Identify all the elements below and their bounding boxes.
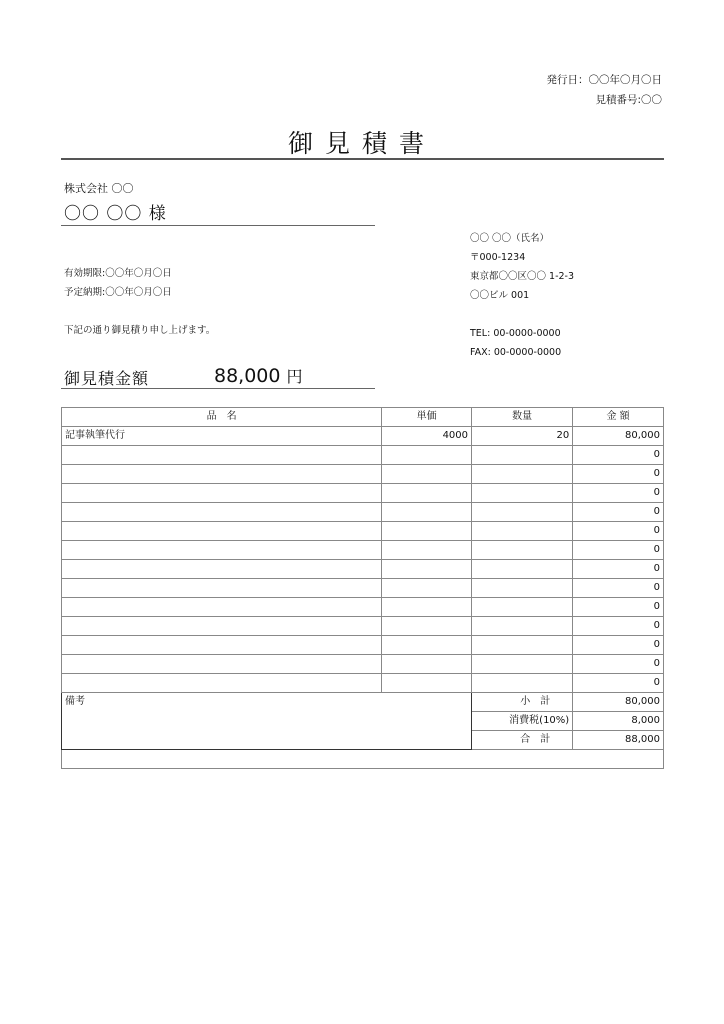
item-unit-price[interactable] (382, 617, 472, 636)
item-quantity[interactable]: 20 (472, 427, 573, 446)
header-name: 品 名 (62, 408, 382, 427)
item-unit-price[interactable] (382, 465, 472, 484)
item-unit-price[interactable] (382, 484, 472, 503)
sender-postal: 〒000-1234 (470, 252, 526, 263)
item-unit-price[interactable] (382, 503, 472, 522)
sender-block (470, 229, 574, 362)
spacer (470, 305, 574, 324)
item-quantity[interactable] (472, 503, 573, 522)
total-unit: 円 (286, 367, 303, 386)
item-quantity[interactable] (472, 446, 573, 465)
item-quantity[interactable] (472, 465, 573, 484)
remarks-label: 備考 (65, 696, 85, 707)
item-unit-price[interactable] (382, 560, 472, 579)
subtotal-label: 小 計 (472, 693, 573, 712)
item-unit-price[interactable] (382, 541, 472, 560)
item-name[interactable] (62, 484, 382, 503)
table-row (62, 427, 664, 446)
recipient-name: 〇〇 〇〇 様 (64, 204, 167, 224)
item-name[interactable] (62, 617, 382, 636)
valid-until: 有効期限:〇〇年〇月〇日 (64, 268, 172, 279)
footer-blank-cell[interactable] (62, 750, 664, 769)
table-header-row (62, 408, 664, 427)
item-unit-price[interactable] (382, 655, 472, 674)
sender-fax: FAX: 00-0000-0000 (470, 347, 562, 358)
quote-number: 見積番号:〇〇 (595, 94, 662, 106)
remarks-cell[interactable] (62, 693, 472, 750)
header-quantity: 数量 (472, 408, 573, 427)
subtotal-row (62, 693, 664, 712)
item-amount: 0 (573, 598, 664, 617)
sender-address2: 〇〇ビル 001 (470, 290, 530, 301)
tax-label: 消費税(10%) (472, 712, 573, 731)
item-amount: 80,000 (573, 427, 664, 446)
item-unit-price[interactable] (382, 522, 472, 541)
grand-total-label: 合 計 (472, 731, 573, 750)
item-amount: 0 (573, 655, 664, 674)
footer-blank-row (62, 750, 664, 769)
item-quantity[interactable] (472, 484, 573, 503)
item-amount: 0 (573, 503, 664, 522)
item-quantity[interactable] (472, 674, 573, 693)
table-row (62, 522, 664, 541)
item-quantity[interactable] (472, 655, 573, 674)
item-quantity[interactable] (472, 617, 573, 636)
item-name[interactable] (62, 636, 382, 655)
item-unit-price[interactable]: 4000 (382, 427, 472, 446)
subtotal-value: 80,000 (573, 693, 664, 712)
item-name[interactable]: 記事執筆代行 (62, 427, 382, 446)
table-row (62, 655, 664, 674)
items-table (61, 407, 664, 769)
table-row (62, 674, 664, 693)
total-amount (214, 364, 303, 387)
table-row (62, 465, 664, 484)
table-row (62, 560, 664, 579)
sender-name: 〇〇 〇〇（氏名） (470, 233, 550, 244)
table-row (62, 617, 664, 636)
table-row (62, 636, 664, 655)
terms-block (64, 264, 172, 302)
item-amount: 0 (573, 674, 664, 693)
item-amount: 0 (573, 446, 664, 465)
item-unit-price[interactable] (382, 598, 472, 617)
greeting-text: 下記の通り御見積り申し上げます。 (64, 325, 216, 336)
item-quantity[interactable] (472, 560, 573, 579)
table-row (62, 598, 664, 617)
item-amount: 0 (573, 522, 664, 541)
sender-address1: 東京都〇〇区〇〇 1-2-3 (470, 271, 575, 282)
item-amount: 0 (573, 560, 664, 579)
item-quantity[interactable] (472, 522, 573, 541)
total-divider (61, 388, 375, 389)
item-name[interactable] (62, 522, 382, 541)
item-name[interactable] (62, 598, 382, 617)
item-name[interactable] (62, 579, 382, 598)
item-name[interactable] (62, 674, 382, 693)
total-value: 88,000 (214, 365, 281, 387)
table-row (62, 503, 664, 522)
item-name[interactable] (62, 503, 382, 522)
item-name[interactable] (62, 465, 382, 484)
issue-info (547, 70, 663, 110)
item-name[interactable] (62, 446, 382, 465)
sender-tel: TEL: 00-0000-0000 (470, 328, 561, 339)
item-unit-price[interactable] (382, 446, 472, 465)
page-title: 御見積書 (287, 129, 436, 158)
item-quantity[interactable] (472, 636, 573, 655)
item-quantity[interactable] (472, 541, 573, 560)
item-amount: 0 (573, 617, 664, 636)
table-row (62, 484, 664, 503)
total-label: 御見積金額 (64, 369, 150, 388)
item-quantity[interactable] (472, 598, 573, 617)
item-name[interactable] (62, 560, 382, 579)
recipient-company: 株式会社 〇〇 (64, 182, 134, 195)
item-unit-price[interactable] (382, 674, 472, 693)
grand-total-value: 88,000 (573, 731, 664, 750)
item-amount: 0 (573, 636, 664, 655)
delivery-date: 予定納期:〇〇年〇月〇日 (64, 287, 172, 298)
table-row (62, 541, 664, 560)
header-unit-price: 単価 (382, 408, 472, 427)
item-quantity[interactable] (472, 579, 573, 598)
item-unit-price[interactable] (382, 636, 472, 655)
table-row (62, 579, 664, 598)
table-row (62, 446, 664, 465)
tax-value: 8,000 (573, 712, 664, 731)
issue-date: 発行日：〇〇年〇月〇日 (546, 74, 662, 86)
recipient-divider (61, 225, 375, 226)
item-amount: 0 (573, 579, 664, 598)
item-name[interactable] (62, 541, 382, 560)
item-amount: 0 (573, 541, 664, 560)
title-divider (61, 158, 664, 160)
item-unit-price[interactable] (382, 579, 472, 598)
item-amount: 0 (573, 484, 664, 503)
header-amount: 金 額 (573, 408, 664, 427)
item-name[interactable] (62, 655, 382, 674)
item-amount: 0 (573, 465, 664, 484)
